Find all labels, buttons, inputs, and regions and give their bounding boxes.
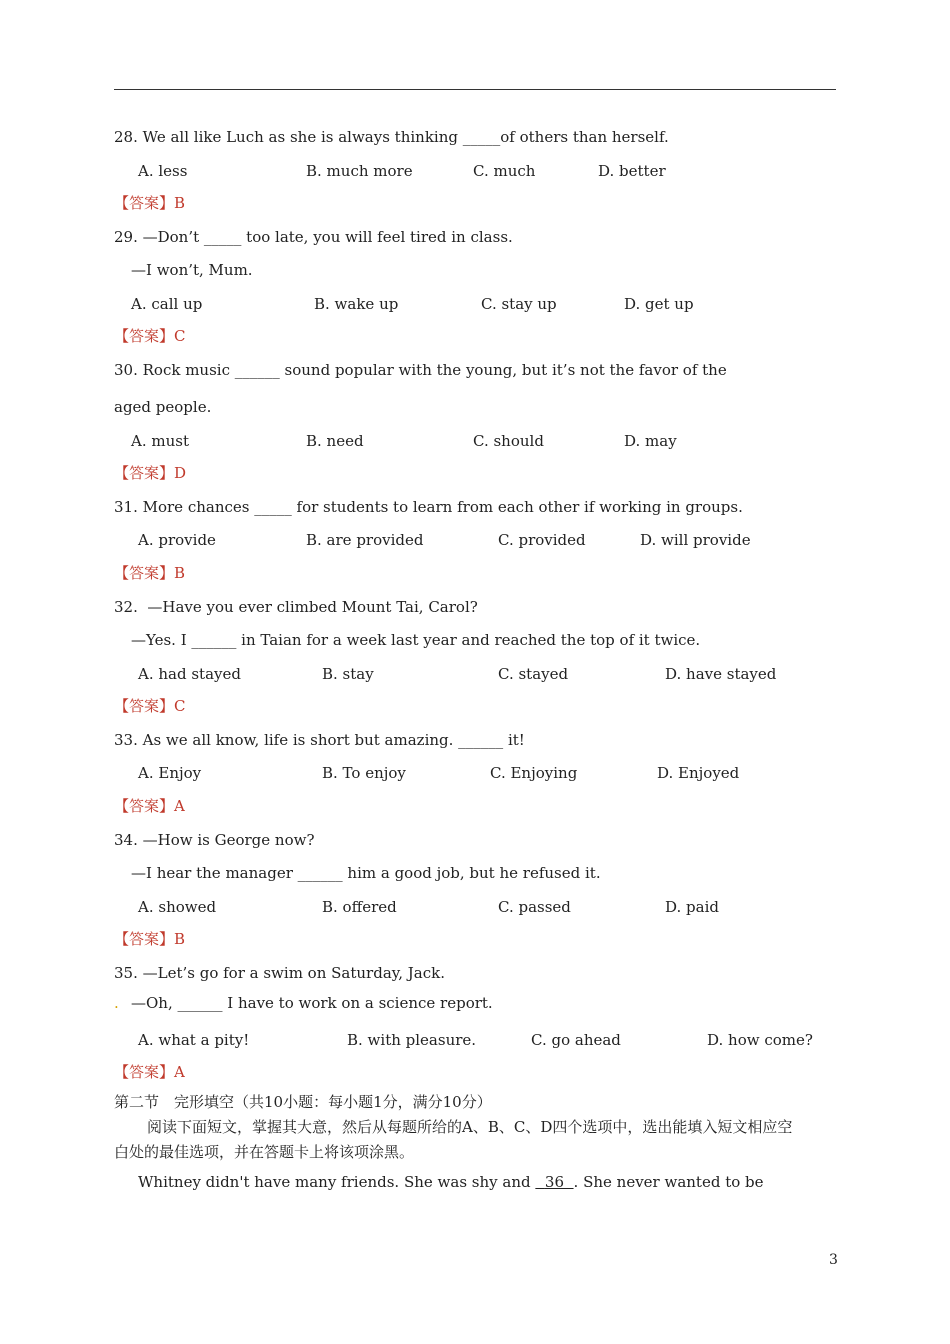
option-a: A. what a pity! (138, 1031, 250, 1049)
header-rule (114, 89, 836, 90)
option-d: D. Enjoyed (657, 764, 740, 782)
option-c: C. passed (498, 898, 571, 916)
blank-36: 36 (544, 1173, 564, 1191)
option-a: A. call up (131, 295, 203, 313)
question-30: 30. Rock music ______ sound popular with the young, but it’s not the favor of the (114, 361, 727, 379)
option-a: A. showed (138, 898, 217, 916)
stray-dot: . (114, 994, 119, 1012)
answer-32: 【答案】C (114, 697, 186, 715)
section-instruction-line-2: 白处的最佳选项，并在答题卡上将该项涂黑。 (114, 1143, 415, 1161)
option-b: B. much more (306, 162, 413, 180)
option-d: D. paid (665, 898, 719, 916)
question-31: 31. More chances _____ for students to learn from each other if working in groups. (114, 498, 743, 516)
option-c: C. should (473, 432, 544, 450)
question-35: 35. —Let’s go for a swim on Saturday, Jack. (114, 964, 445, 982)
option-a: A. Enjoy (138, 764, 202, 782)
reply-32: —Yes. I ______ in Taian for a week last year and reached the top of it twice. (131, 631, 701, 649)
option-d: D. have stayed (665, 665, 777, 683)
question-32: 32. —Have you ever climbed Mount Tai, Carol? (114, 598, 478, 616)
option-d: D. how come? (707, 1031, 813, 1049)
passage-line: Whitney didn't have many friends. She was shy and 36 . She never wanted to be (138, 1173, 764, 1191)
option-d: D. better (598, 162, 666, 180)
question-33: 33. As we all know, life is short but amazing. ______ it! (114, 731, 525, 749)
option-b: B. To enjoy (322, 764, 406, 782)
section-heading: 第二节 完形填空（共10小题：每小题1分，满分10分） (114, 1093, 492, 1111)
option-b: B. wake up (314, 295, 399, 313)
option-a: A. must (131, 432, 189, 450)
page-number: 3 (829, 1252, 838, 1268)
option-b: B. with pleasure. (347, 1031, 477, 1049)
answer-29: 【答案】C (114, 327, 186, 345)
option-c: C. go ahead (531, 1031, 621, 1049)
option-a: A. less (138, 162, 188, 180)
option-c: C. Enjoying (490, 764, 578, 782)
option-c: C. much (473, 162, 536, 180)
option-d: D. get up (624, 295, 694, 313)
option-a: A. had stayed (138, 665, 241, 683)
option-c: C. stayed (498, 665, 569, 683)
reply-35: —Oh, ______ I have to work on a science report. (131, 994, 493, 1012)
answer-34: 【答案】B (114, 930, 186, 948)
answer-31: 【答案】B (114, 564, 186, 582)
reply-29: —I won’t, Mum. (131, 261, 253, 279)
answer-33: 【答案】A (114, 797, 185, 815)
answer-30: 【答案】D (114, 464, 187, 482)
option-b: B. need (306, 432, 364, 450)
option-b: B. stay (322, 665, 374, 683)
option-c: C. provided (498, 531, 586, 549)
option-c: C. stay up (481, 295, 557, 313)
question-34: 34. —How is George now? (114, 831, 315, 849)
question-30-cont: aged people. (114, 398, 212, 416)
answer-35: 【答案】A (114, 1063, 185, 1081)
question-28: 28. We all like Luch as she is always thinking _____of others than herself. (114, 128, 669, 146)
option-b: B. are provided (306, 531, 424, 549)
option-a: A. provide (138, 531, 216, 549)
answer-28: 【答案】B (114, 194, 186, 212)
reply-34: —I hear the manager ______ him a good job, but he refused it. (131, 864, 601, 882)
question-29: 29. —Don’t _____ too late, you will feel tired in class. (114, 228, 513, 246)
option-d: D. may (624, 432, 677, 450)
section-instruction-line-1: 阅读下面短文，掌握其大意，然后从每题所给的A、B、C、D四个选项中，选出能填入短文相应空 (147, 1118, 793, 1136)
option-d: D. will provide (640, 531, 751, 549)
option-b: B. offered (322, 898, 397, 916)
